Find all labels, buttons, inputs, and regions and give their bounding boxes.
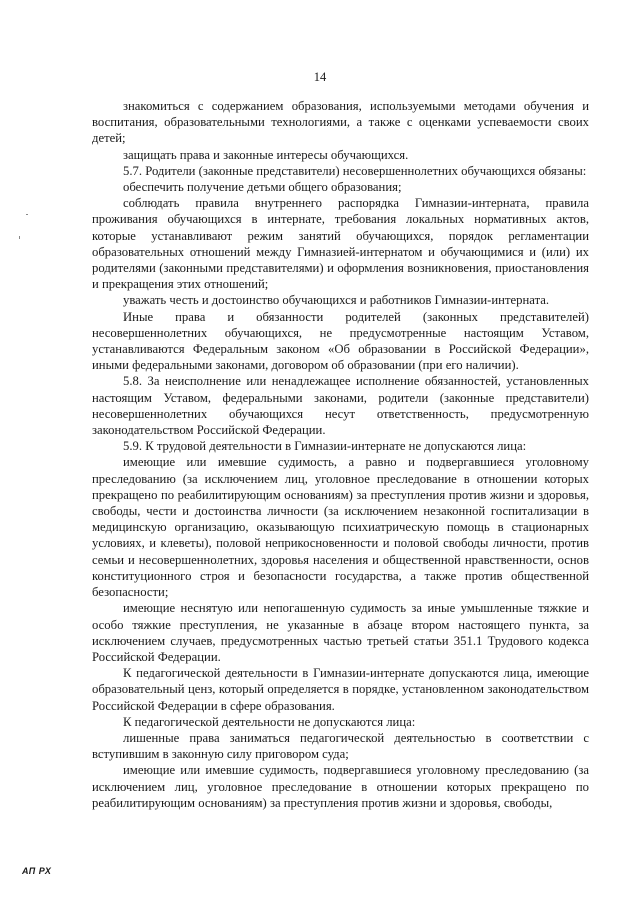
paragraph: соблюдать правила внутреннего распорядка Гимназии-интерната, правила проживания обучающихся в интернате, требования локальных нормативных актов, которые устанавливают режим занятий обучающихся, порядок регламентации образовательных отношений между Гимназией-интернатом и обучающимися и (или) их родителями (законными представителями) и оформления возникновения, приостановления и прекращения этих отношений; (92, 196, 589, 292)
paragraph: имеющие или имевшие судимость, подвергавшиеся уголовному преследованию (за исключением лиц, уголовное преследование в отношении которых прекращено по реабилитирующим основаниям) за преступления против жизни и здоровья, свободы, (92, 763, 589, 810)
paragraph: имеющие или имевшие судимость, а равно и подвергавшиеся уголовному преследованию (за исключением лиц, уголовное преследование в отношении которых прекращено по реабилитирующим основаниям) за преступления против жизни и здоровья, свободы, чести и достоинства личности (за исключением незаконной госпитализации в медицинскую организацию, оказывающую психиатрическую помощь в стационарных условиях, и клеветы), половой неприкосновенности и половой свободы личности, против семьи и несовершеннолетних, здоровья населения и общественной нравственности, основ конституционного строя и безопасности государства, а также против общественной безопасности; (92, 455, 589, 600)
paragraph: лишенные права заниматься педагогической деятельностью в соответствии с вступившим в законную силу приговором суда; (92, 730, 589, 762)
page-number: 14 (313, 70, 327, 84)
footer-mark: АП РХ (22, 866, 52, 876)
paragraph: знакомиться с содержанием образования, используемыми методами обучения и воспитания, образовательными технологиями, а также с оценками успеваемости своих детей; (92, 99, 589, 146)
paragraph: Иные права и обязанности родителей (законных представителей) несовершеннолетних обучающихся, не предусмотренные настоящим Уставом, устанавливаются Федеральным законом «Об образовании в Российской Федерации», иными федеральными законами, договором об образовании (при его наличии). (92, 309, 589, 373)
paragraph: 5.8. За неисполнение или ненадлежащее исполнение обязанностей, установленных настоящим Уставом, федеральными законами, родители (законные представители) несовершеннолетних обучающихся несут ответственность, предусмотренную законодательством Российской Федерации. (92, 374, 589, 438)
paragraph: К педагогической деятельности в Гимназии-интернате допускаются лица, имеющие образовательный ценз, который определяется в порядке, установленном законодательством Российской Федерации в сфере образования. (92, 666, 589, 713)
document-body (92, 98, 589, 811)
paragraph: 5.7. Родители (законные представители) несовершеннолетних обучающихся обязаны: (123, 163, 587, 178)
paragraph: 5.9. К трудовой деятельности в Гимназии-интернате не допускаются лица: (123, 439, 527, 454)
paragraph: защищать права и законные интересы обучающихся. (123, 147, 409, 162)
paragraph: обеспечить получение детьми общего образования; (123, 180, 402, 195)
paragraph: уважать честь и достоинство обучающихся и работников Гимназии-интерната. (123, 293, 550, 308)
paragraph: имеющие неснятую или непогашенную судимость за иные умышленные тяжкие и особо тяжкие преступления, не указанные в абзаце втором настоящего пункта, за исключением случаев, предусмотренных частью третьей статьи 351.1 Трудового кодекса Российской Федерации. (92, 601, 589, 664)
scan-speck (26, 214, 28, 215)
scan-speck (19, 236, 20, 239)
paragraph: К педагогической деятельности не допускаются лица: (123, 714, 416, 729)
